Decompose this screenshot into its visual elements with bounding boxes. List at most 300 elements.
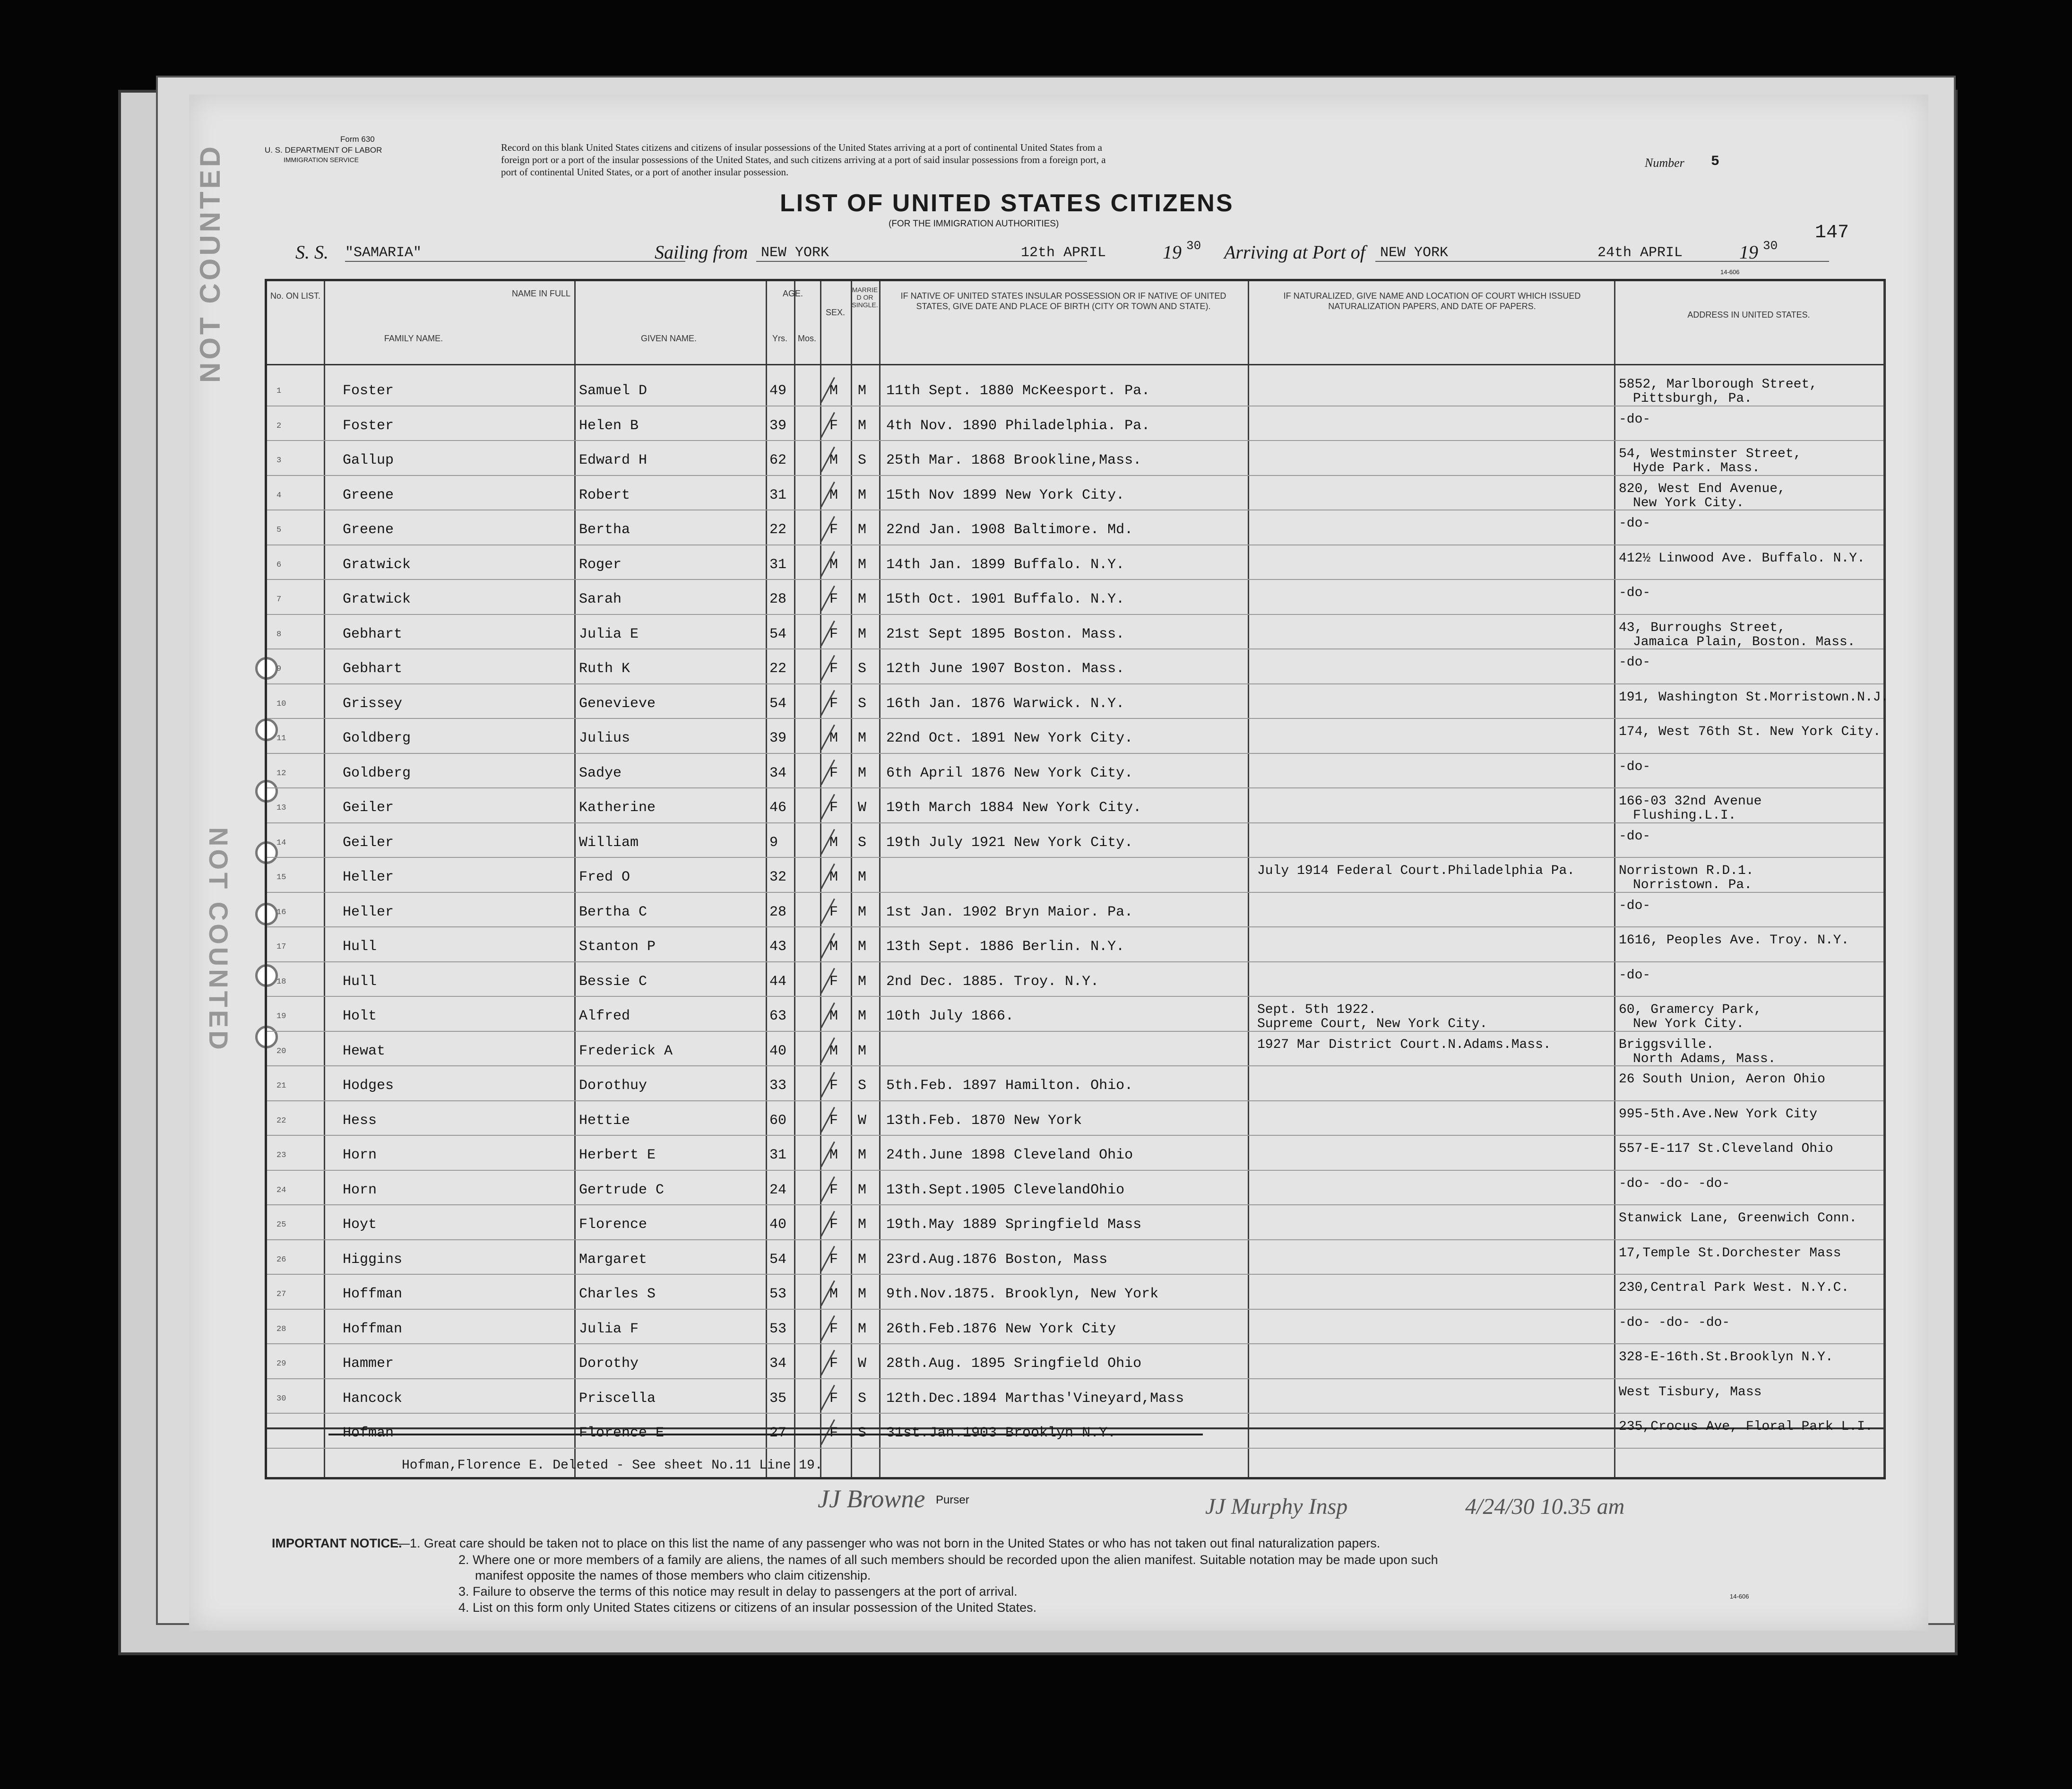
address-line-2: North Adams, Mass. (1633, 1051, 1776, 1066)
row-divider (267, 579, 1883, 580)
form-number: Form 630 (340, 135, 375, 144)
row-divider (267, 822, 1883, 823)
family-name: Gebhart (343, 661, 403, 677)
age-years: 31 (769, 487, 787, 503)
address: 166-03 32nd Avenue (1619, 794, 1762, 809)
row-number: 29 (276, 1359, 286, 1368)
given-name: Priscella (579, 1390, 656, 1407)
sex: M (829, 939, 838, 955)
address: 5852, Marlborough Street, (1619, 377, 1818, 392)
notice-item: manifest opposite the names of those members who claim citizenship. (475, 1568, 871, 1582)
age-years: 34 (769, 765, 787, 781)
column-header-birth: IF NATIVE OF UNITED STATES INSULAR POSSESSION OR IF NATIVE OF UNITED STATES, GIVE DATE AND PLACE OF BIRTH (CITY OR TOWN AND STATE). (900, 291, 1226, 311)
column-header-married: MARRIED OR SINGLE. (852, 286, 878, 309)
given-name: Dorothy (579, 1356, 639, 1372)
address: Stanwick Lane, Greenwich Conn. (1619, 1211, 1857, 1226)
family-name: Hess (343, 1112, 377, 1129)
marital-status: M (858, 1043, 867, 1059)
sex: F (829, 522, 838, 538)
age-years: 22 (769, 522, 787, 538)
age-years: 31 (769, 556, 787, 573)
family-name: Foster (343, 383, 394, 399)
birth-info: 9th.Nov.1875. Brooklyn, New York (886, 1286, 1159, 1302)
birth-info: 25th Mar. 1868 Brookline,Mass. (886, 452, 1142, 468)
row-divider (267, 1343, 1883, 1344)
row-divider (267, 857, 1883, 858)
department-label: U. S. DEPARTMENT OF LABOR (265, 146, 382, 155)
sex: F (829, 417, 838, 434)
sailing-label: Sailing from (655, 242, 748, 263)
notice-item: 3. Failure to observe the terms of this notice may result in delay to passengers at the port of arrival. (458, 1584, 1018, 1599)
birth-info: 22nd Jan. 1908 Baltimore. Md. (886, 522, 1133, 538)
marital-status: S (858, 695, 867, 712)
sex: F (829, 1251, 838, 1268)
row-divider (267, 996, 1883, 997)
row-divider (267, 1378, 1883, 1379)
sex: F (829, 1356, 838, 1372)
address-line-2: Pittsburgh, Pa. (1633, 391, 1753, 406)
row-divider (267, 1309, 1883, 1310)
record-note: port of continental United States, or a port of another insular possession. (501, 166, 789, 178)
notice-code: 14-606 (1730, 1593, 1749, 1600)
ss-label: S. S. (295, 242, 328, 263)
column-header-yrs: Yrs. (772, 334, 787, 343)
given-name: Bertha C (579, 904, 648, 920)
address: 1616, Peoples Ave. Troy. N.Y. (1619, 933, 1849, 948)
row-divider (267, 614, 1883, 615)
family-name: Grissey (343, 695, 403, 712)
sex: M (829, 1008, 838, 1024)
age-years: 39 (769, 730, 787, 746)
given-name: Helen B (579, 417, 639, 434)
family-name: Geiler (343, 834, 394, 851)
year-prefix: 19 (1163, 242, 1182, 263)
given-name: Florence (579, 1217, 648, 1233)
address: -do- (1619, 968, 1651, 983)
marital-status: W (858, 1112, 867, 1129)
sex: F (829, 1390, 838, 1407)
sex: F (829, 695, 838, 712)
address: 26 South Union, Aeron Ohio (1619, 1072, 1825, 1087)
column-header-address: ADDRESS IN UNITED STATES. (1687, 310, 1810, 320)
row-number: 24 (276, 1185, 286, 1195)
age-years: 40 (769, 1217, 787, 1233)
sex: F (829, 626, 838, 642)
notice-item: 2. Where one or more members of a family are aliens, the names of all such members should be recorded upon the alien manifest. Suitable notation may be made upon such (458, 1553, 1438, 1567)
address: 328-E-16th.St.Brooklyn N.Y. (1619, 1350, 1833, 1365)
age-years: 43 (769, 939, 787, 955)
sailing-date: 12th APRIL (1021, 245, 1106, 261)
address: -do- (1619, 586, 1651, 600)
sex: F (829, 591, 838, 607)
row-number: 26 (276, 1255, 286, 1264)
given-name: Samuel D (579, 383, 648, 399)
family-name: Goldberg (343, 765, 411, 781)
row-number: 17 (276, 942, 286, 951)
row-number: 6 (276, 560, 282, 570)
address-line-2: New York City. (1633, 1017, 1744, 1031)
address: 557-E-117 St.Cleveland Ohio (1619, 1141, 1833, 1156)
family-name: Hammer (343, 1356, 394, 1372)
age-years: 62 (769, 452, 787, 468)
given-name: Hettie (579, 1112, 630, 1129)
row-divider (267, 544, 1883, 545)
sailing-year: 30 (1186, 239, 1201, 253)
sex: F (829, 1217, 838, 1233)
row-divider (267, 1170, 1883, 1171)
row-number: 9 (276, 665, 282, 674)
age-years: 44 (769, 973, 787, 990)
family-name: Hoffman (343, 1286, 403, 1302)
age-years: 34 (769, 1356, 787, 1372)
row-divider (267, 1448, 1883, 1449)
naturalization-info: Sept. 5th 1922. (1257, 1003, 1377, 1017)
address: 17,Temple St.Dorchester Mass (1619, 1245, 1841, 1261)
sex: M (829, 452, 838, 468)
row-number: 12 (276, 769, 286, 778)
given-name: Stanton P (579, 939, 656, 955)
family-name: Hoyt (343, 1217, 377, 1233)
marital-status: M (858, 1251, 867, 1268)
birth-info: 19th March 1884 New York City. (886, 800, 1142, 816)
birth-info: 19th July 1921 New York City. (886, 834, 1133, 851)
address: -do- -do- -do- (1619, 1176, 1730, 1191)
given-name: Herbert E (579, 1147, 656, 1163)
row-number: 2 (276, 421, 282, 431)
row-number: 14 (276, 838, 286, 847)
arriving-port: NEW YORK (1380, 245, 1449, 261)
row-number: 21 (276, 1081, 286, 1090)
row-number: 8 (276, 630, 282, 639)
age-years: 22 (769, 661, 787, 677)
sex: F (829, 1321, 838, 1337)
age-years: 31 (769, 1147, 787, 1163)
marital-status: M (858, 1008, 867, 1024)
row-number: 7 (276, 595, 282, 604)
family-name: Greene (343, 487, 394, 503)
row-divider (267, 440, 1883, 441)
row-divider (267, 648, 1883, 649)
inspector-timestamp: 4/24/30 10.35 am (1465, 1494, 1625, 1519)
birth-info: 24th.June 1898 Cleveland Ohio (886, 1147, 1133, 1163)
family-name: Gratwick (343, 556, 411, 573)
page-number: 147 (1815, 222, 1849, 243)
marital-status: M (858, 556, 867, 573)
naturalization-info-line-2: Supreme Court, New York City. (1257, 1017, 1488, 1031)
column-header-no: No. ON LIST. (270, 291, 321, 301)
birth-info: 21st Sept 1895 Boston. Mass. (886, 626, 1125, 642)
given-name: Genevieve (579, 695, 656, 712)
given-name: Katherine (579, 800, 656, 816)
purser-label: Purser (936, 1494, 969, 1506)
address: -do- (1619, 655, 1651, 670)
marital-status: M (858, 1286, 867, 1302)
marital-status: M (858, 904, 867, 920)
notice-heading: IMPORTANT NOTICE. (272, 1536, 402, 1550)
marital-status: S (858, 661, 867, 677)
sex: M (829, 869, 838, 885)
marital-status: M (858, 383, 867, 399)
family-name: Greene (343, 522, 394, 538)
family-name: Horn (343, 1182, 377, 1198)
birth-info: 2nd Dec. 1885. Troy. N.Y. (886, 973, 1099, 990)
underline (345, 261, 685, 262)
age-years: 63 (769, 1008, 787, 1024)
birth-info: 13th.Sept.1905 ClevelandOhio (886, 1182, 1125, 1198)
marital-status: M (858, 939, 867, 955)
column-header-sex: SEX. (825, 308, 846, 317)
given-name: Dorothuy (579, 1078, 648, 1094)
given-name: Florence E (579, 1425, 665, 1441)
row-number: 30 (276, 1394, 286, 1403)
family-name: Hancock (343, 1390, 403, 1407)
row-divider (267, 1413, 1883, 1414)
purser-signature: JJ Browne (818, 1485, 925, 1513)
family-name: Higgins (343, 1251, 403, 1268)
address: 412½ Linwood Ave. Buffalo. N.Y. (1619, 551, 1865, 566)
address: -do- -do- -do- (1619, 1315, 1730, 1330)
row-number: 22 (276, 1116, 286, 1125)
birth-info: 16th Jan. 1876 Warwick. N.Y. (886, 695, 1125, 712)
address: 54, Westminster Street, (1619, 447, 1802, 461)
age-years: 32 (769, 869, 787, 885)
arriving-label: Arriving at Port of (1224, 242, 1365, 263)
row-number: 27 (276, 1290, 286, 1299)
given-name: Sarah (579, 591, 622, 607)
marital-status: M (858, 417, 867, 434)
address: 60, Gramercy Park, (1619, 1003, 1762, 1017)
row-divider (267, 1065, 1883, 1066)
family-name: Gallup (343, 452, 394, 468)
marital-status: M (858, 765, 867, 781)
row-number: 4 (276, 491, 282, 500)
sex: M (829, 834, 838, 851)
family-name: Heller (343, 869, 394, 885)
given-name: Charles S (579, 1286, 656, 1302)
marital-status: M (858, 973, 867, 990)
sex: M (829, 556, 838, 573)
marital-status: S (858, 1390, 867, 1407)
notice-item: —1. Great care should be taken not to place on this list the name of any passenger who was not born in the United States or who has not taken out final naturalization papers. (397, 1536, 1381, 1550)
marital-status: M (858, 1182, 867, 1198)
age-years: 28 (769, 591, 787, 607)
marital-status: M (858, 730, 867, 746)
marital-status: M (858, 626, 867, 642)
family-name: Hodges (343, 1078, 394, 1094)
address-line-2: Hyde Park. Mass. (1633, 461, 1760, 475)
address: -do- (1619, 829, 1651, 844)
row-number: 28 (276, 1324, 286, 1334)
address: 235,Crocus Ave, Floral Park L.I. (1619, 1419, 1873, 1434)
given-name: Bessie C (579, 973, 648, 990)
birth-info: 28th.Aug. 1895 Sringfield Ohio (886, 1356, 1142, 1372)
address-line-2: Jamaica Plain, Boston. Mass. (1633, 634, 1856, 649)
row-number: 10 (276, 699, 286, 709)
age-years: 54 (769, 626, 787, 642)
row-number: 16 (276, 907, 286, 917)
page-subtitle: (FOR THE IMMIGRATION AUTHORITIES) (889, 219, 1059, 229)
birth-info: 12th June 1907 Boston. Mass. (886, 661, 1125, 677)
birth-info: 23rd.Aug.1876 Boston, Mass (886, 1251, 1108, 1268)
age-years: 54 (769, 1251, 787, 1268)
marital-status: M (858, 1321, 867, 1337)
given-name: Frederick A (579, 1043, 673, 1059)
birth-info: 13th.Feb. 1870 New York (886, 1112, 1082, 1129)
sex: F (829, 1078, 838, 1094)
form-ref: 14-606 (1720, 268, 1740, 276)
age-years: 28 (769, 904, 787, 920)
notice-item: 4. List on this form only United States citizens or citizens of an insular possession of the United States. (458, 1600, 1037, 1615)
age-years: 40 (769, 1043, 787, 1059)
underline (1375, 261, 1829, 262)
marital-status: S (858, 834, 867, 851)
row-divider (267, 1204, 1883, 1205)
arrival-year: 30 (1763, 239, 1778, 253)
address: 820, West End Avenue, (1619, 481, 1786, 496)
address: Norristown R.D.1. (1619, 864, 1754, 878)
marital-status: M (858, 1217, 867, 1233)
age-years: 49 (769, 383, 787, 399)
given-name: William (579, 834, 639, 851)
row-number: 1 (276, 387, 282, 396)
birth-info: 13th Sept. 1886 Berlin. N.Y. (886, 939, 1125, 955)
family-name: Holt (343, 1008, 377, 1024)
address: 995-5th.Ave.New York City (1619, 1106, 1818, 1122)
column-header-family: FAMILY NAME. (384, 334, 443, 343)
sex: F (829, 765, 838, 781)
address: -do- (1619, 412, 1651, 427)
page-title: LIST OF UNITED STATES CITIZENS (780, 190, 1234, 217)
address: West Tisbury, Mass (1619, 1384, 1762, 1400)
column-header-age: AGE. (782, 289, 803, 298)
column-header-mos: Mos. (797, 334, 816, 343)
given-name: Roger (579, 556, 622, 573)
address-line-2: Norristown. Pa. (1633, 878, 1753, 892)
service-label: IMMIGRATION SERVICE (284, 156, 359, 164)
sex: F (829, 1182, 838, 1198)
birth-info: 14th Jan. 1899 Buffalo. N.Y. (886, 556, 1125, 573)
deleted-note: Hofman,Florence E. Deleted - See sheet No.11 Line 19. (402, 1458, 823, 1473)
marital-status: S (858, 452, 867, 468)
manifest-sheet (189, 95, 1928, 1631)
given-name: Julia E (579, 626, 639, 642)
family-name: Gratwick (343, 591, 411, 607)
number-label: Number (1645, 156, 1684, 170)
record-note: Record on this blank United States citizens and citizens of insular possessions of the United States arriving at a port of continental United States from a (501, 142, 1102, 153)
given-name: Margaret (579, 1251, 648, 1268)
birth-info: 22nd Oct. 1891 New York City. (886, 730, 1133, 746)
row-divider (267, 892, 1883, 893)
row-divider (267, 1274, 1883, 1275)
birth-info: 12th.Dec.1894 Marthas'Vineyard,Mass (886, 1390, 1184, 1407)
birth-info: 6th April 1876 New York City. (886, 765, 1133, 781)
family-name: Hull (343, 973, 377, 990)
row-number: 13 (276, 804, 286, 812)
address: 230,Central Park West. N.Y.C. (1619, 1280, 1849, 1295)
column-header-naturalized: IF NATURALIZED, GIVE NAME AND LOCATION OF COURT WHICH ISSUED NATURALIZATION PAPERS, AND DATE OF PAPERS. (1283, 291, 1581, 311)
sailing-from: NEW YORK (761, 245, 829, 261)
family-name: Hewat (343, 1043, 386, 1059)
given-name: Ruth K (579, 661, 630, 677)
marital-status: W (858, 800, 867, 816)
marital-status: M (858, 487, 867, 503)
row-number: 25 (276, 1220, 286, 1229)
strike-through-line (328, 1434, 1203, 1435)
row-divider (267, 1100, 1883, 1101)
age-years: 9 (769, 834, 778, 851)
row-number: 3 (276, 456, 282, 465)
address: 174, West 76th St. New York City. (1619, 725, 1881, 739)
birth-info: 11th Sept. 1880 McKeesport. Pa. (886, 383, 1150, 399)
address: Briggsville. (1619, 1037, 1714, 1052)
birth-info: 15th Nov 1899 New York City. (886, 487, 1125, 503)
address: 43, Burroughs Street, (1619, 620, 1786, 635)
naturalization-info: July 1914 Federal Court.Philadelphia Pa. (1257, 864, 1575, 878)
address-line-2: Flushing.L.I. (1633, 808, 1736, 823)
sex: M (829, 383, 838, 399)
sex: M (829, 1043, 838, 1059)
marital-status: M (858, 1147, 867, 1163)
age-years: 39 (769, 417, 787, 434)
sex: F (829, 1112, 838, 1129)
row-divider (267, 1135, 1883, 1136)
address: -do- (1619, 759, 1651, 774)
age-years: 35 (769, 1390, 787, 1407)
given-name: Edward H (579, 452, 648, 468)
family-name: Hofman (343, 1425, 394, 1441)
sex: F (829, 661, 838, 677)
row-divider (267, 753, 1883, 754)
not-counted-stamp: NOT COUNTED (194, 144, 226, 383)
row-number: 11 (276, 734, 286, 743)
marital-status: M (858, 522, 867, 538)
age-years: 24 (769, 1182, 787, 1198)
given-name: Fred O (579, 869, 630, 885)
passenger-table (265, 279, 1889, 1479)
address: -do- (1619, 516, 1651, 531)
age-years: 27 (769, 1425, 787, 1441)
birth-info: 19th.May 1889 Springfield Mass (886, 1217, 1142, 1233)
row-divider (267, 1239, 1883, 1240)
row-divider (267, 1031, 1883, 1032)
record-note: foreign port or a port of the insular possessions of the United States, and such citizens arriving at a port of said insular possessions from a foreign port, a (501, 154, 1106, 165)
row-divider (267, 683, 1883, 684)
sex: F (829, 1425, 838, 1441)
age-years: 60 (769, 1112, 787, 1129)
birth-info: 15th Oct. 1901 Buffalo. N.Y. (886, 591, 1125, 607)
age-years: 53 (769, 1321, 787, 1337)
sex: F (829, 800, 838, 816)
given-name: Gertrude C (579, 1182, 665, 1198)
column-header-name: NAME IN FULL (511, 289, 571, 298)
marital-status: M (858, 869, 867, 885)
given-name: Sadye (579, 765, 622, 781)
family-name: Heller (343, 904, 394, 920)
year-prefix: 19 (1739, 242, 1758, 263)
birth-info: 4th Nov. 1890 Philadelphia. Pa. (886, 417, 1150, 434)
sex: M (829, 1286, 838, 1302)
family-name: Gebhart (343, 626, 403, 642)
naturalization-info: 1927 Mar District Court.N.Adams.Mass. (1257, 1037, 1551, 1052)
family-name: Goldberg (343, 730, 411, 746)
underline (756, 261, 1087, 262)
family-name: Hoffman (343, 1321, 403, 1337)
sex: F (829, 973, 838, 990)
sex: F (829, 904, 838, 920)
birth-info: 5th.Feb. 1897 Hamilton. Ohio. (886, 1078, 1133, 1094)
marital-status: M (858, 591, 867, 607)
row-number: 20 (276, 1046, 286, 1056)
